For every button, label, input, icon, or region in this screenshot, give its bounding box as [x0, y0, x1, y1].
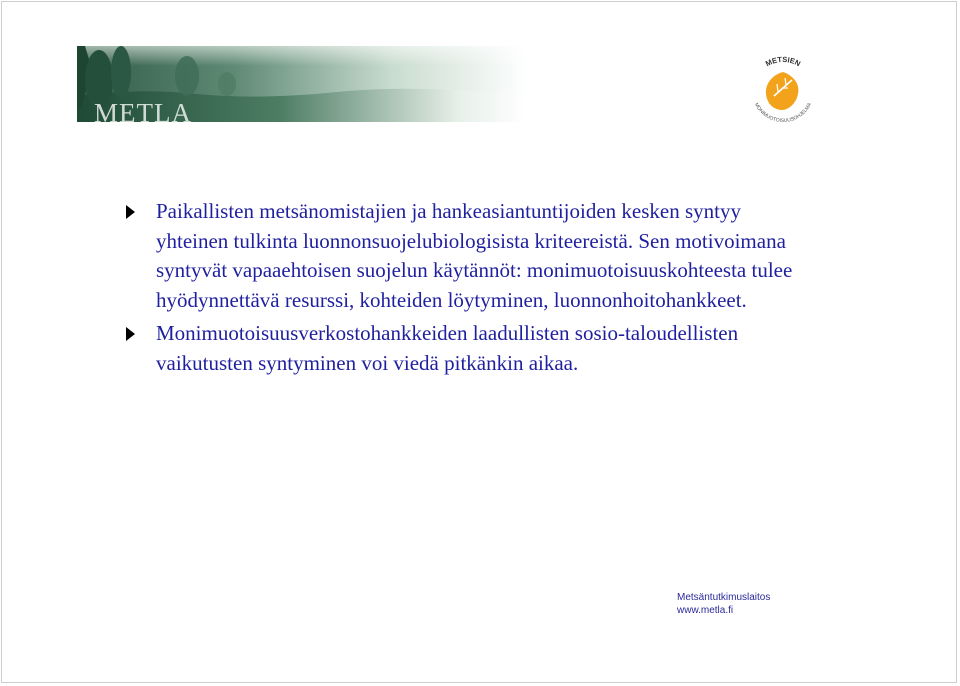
- bullet-arrow-icon: [126, 205, 135, 219]
- footer-url-link[interactable]: www.metla.fi: [677, 605, 734, 616]
- seal-top-text: METSIEN: [763, 54, 803, 69]
- footer: [677, 591, 770, 617]
- metla-logo-text: METLA: [94, 98, 192, 122]
- footer-organization: Metsäntutkimuslaitos: [677, 592, 771, 603]
- bullet-text: Paikallisten metsänomistajien ja hankeasiantuntijoiden kesken syntyy yhteinen tulkinta luonnonsuojelubiologisista kriteereistä. Sen motivoimana syntyvät vapaaehtoisen suojelun käytännöt: monimuotoisuuskohteesta tulee hyödynnettävä resurssi, kohteiden löytyminen, luonnonhoitohankkeet.: [156, 199, 793, 312]
- seal-bottom-text: MONIMUOTOISUUSOHJELMA: [752, 102, 813, 125]
- leaf-seal-icon: [744, 52, 822, 130]
- bullet-item-2: [126, 319, 816, 378]
- metla-banner: [77, 46, 527, 122]
- bullet-arrow-icon: [126, 327, 135, 341]
- bullet-text: Monimuotoisuusverkostohankkeiden laadullisten sosio-taloudellisten vaikutusten syntyminen voi viedä pitkänkin aikaa.: [156, 321, 739, 375]
- bullet-item-1: [126, 197, 816, 315]
- bullet-list: [126, 197, 816, 382]
- monimuotoisuusohjelma-seal: [744, 52, 822, 130]
